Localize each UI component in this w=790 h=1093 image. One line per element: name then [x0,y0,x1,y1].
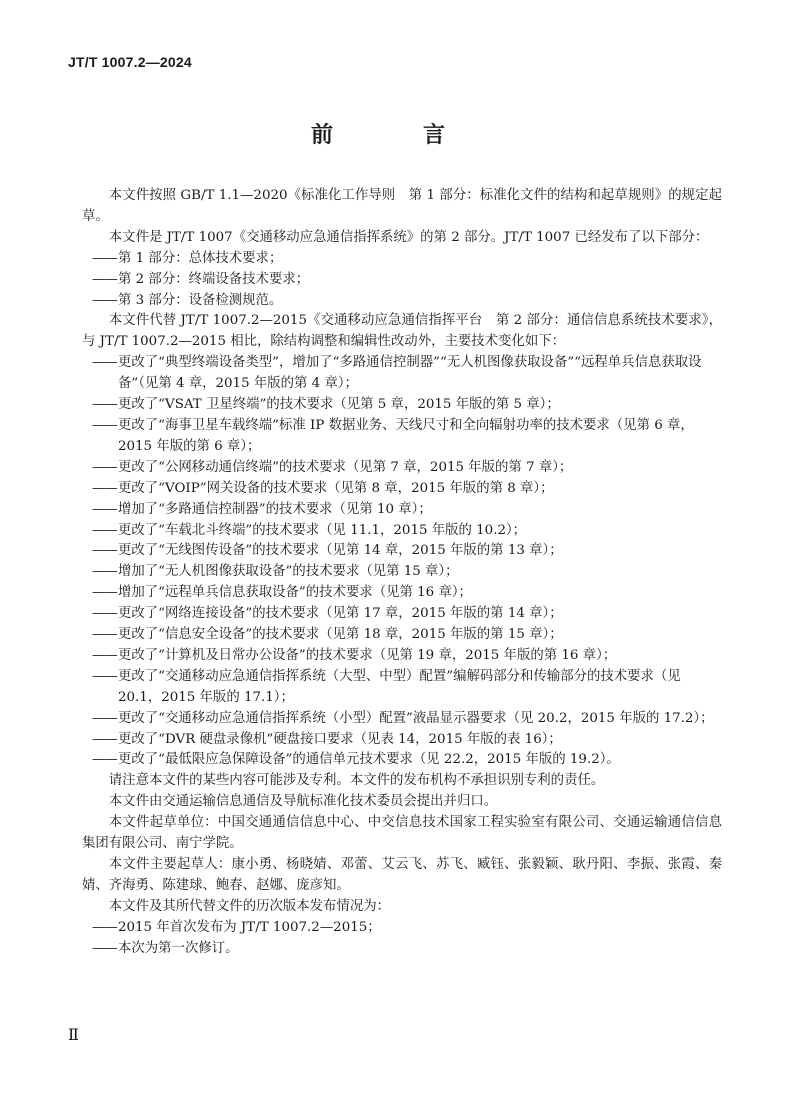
paragraph-history-intro: 本文件及其所代替文件的历次版本发布情况为： [108,898,390,914]
paragraph-series-intro: 本文件是 JT/T 1007《交通移动应急通信指挥系统》的第 2 部分。JT/T 1007 已经发布了以下部分： [108,229,709,245]
dash-marker: —— [92,397,117,413]
standard-code: JT/T 1007.2—2024 [68,54,192,70]
list-item: ——更改了“公网移动通信终端”的技术要求（见第 7 章，2015 年版的第 7 章）； [92,458,722,479]
paragraph-proposer: 本文件由交通运输信息通信及导航标准化技术委员会提出并归口。 [108,794,498,810]
list-item: ——更改了“无线图传设备”的技术要求（见第 14 章，2015 年版的第 13 章）； [92,541,722,562]
list-item: ——更改了“车载北斗终端”的技术要求（见 11.1，2015 年版的 10.2）； [92,521,722,542]
foreword-body [82,186,722,960]
dash-marker: —— [92,292,117,308]
list-item: ——本次为第一次修订。 [92,939,722,960]
list-item: ——增加了“远程单兵信息获取设备”的技术要求（见第 16 章）； [92,583,722,604]
dash-marker: —— [92,417,117,433]
dash-marker: —— [92,668,117,684]
dash-marker: —— [92,752,117,768]
dash-marker: —— [92,543,117,559]
paragraph-patent-notice: 请注意本文件的某些内容可能涉及专利。本文件的发布机构不承担识别专利的责任。 [108,773,605,789]
parts-list [82,249,722,312]
dash-marker: —— [92,606,117,622]
list-item: ——第 1 部分：总体技术要求； [92,249,722,270]
dash-marker: —— [92,731,117,747]
dash-marker: —— [92,459,117,475]
list-item: ——增加了“无人机图像获取设备”的技术要求（见第 15 章）； [92,562,722,583]
list-item: ——更改了“交通移动应急通信指挥系统（小型）配置”液晶显示器要求（见 20.2，2015 年版的 17.2）； [92,709,722,730]
list-item: ——更改了“最低限应急保障设备”的通信单元技术要求（见 22.2，2015 年版的 19.2）。 [92,750,722,771]
paragraph-drafting-units: 本文件起草单位：中国交通通信信息中心、中交信息技术国家工程实验室有限公司、交通运输通信信息集团有限公司、南宁学院。 [82,815,722,852]
dash-marker: —— [92,480,117,496]
page-number: Ⅱ [68,1025,79,1044]
list-item: ——第 3 部分：设备检测规范。 [92,291,722,312]
dash-marker: —— [92,919,117,935]
dash-marker: —— [92,564,117,580]
dash-marker: —— [92,522,117,538]
list-item: ——2015 年首次发布为 JT/T 1007.2—2015； [92,918,722,939]
dash-marker: —— [92,585,117,601]
list-item: ——更改了“交通移动应急通信指挥系统（大型、中型）配置”编解码部分和传输部分的技术要求（见 20.1，2015 年版的 17.1）； [92,668,681,705]
list-item: ——更改了“典型终端设备类型”，增加了“多路通信控制器”“无人机图像获取设备”“远程单兵信息获取设备”（见第 4 章，2015 年版的第 4 章）； [92,355,702,392]
paragraph-drafting-rules: 本文件按照 GB/T 1.1—2020《标准化工作导则 第 1 部分：标准化文件的结构和起草规则》的规定起草。 [82,188,722,224]
dash-marker: —— [92,271,117,287]
paragraph-replacement: 本文件代替 JT/T 1007.2—2015《交通移动应急通信指挥平台 第 2 部分：通信信息系统技术要求》，与 JT/T 1007.2—2015 相比，除结构调整和编辑性改动外，主要技术变化如下： [82,313,722,350]
list-item: ——更改了“海事卫星车载终端”标准 IP 数据业务、天线尺寸和全向辐射功率的技术要求（见第 6 章，2015 年版的第 6 章）； [92,417,694,454]
list-item: ——增加了“多路通信控制器”的技术要求（见第 10 章）； [92,500,722,521]
history-list [82,918,722,960]
paragraph-drafters: 本文件主要起草人：康小勇、杨晓婧、邓蕾、艾云飞、苏飞、臧钰、张毅颖、耿丹阳、李振、张霞、秦婧、齐海勇、陈建球、鲍春、赵娜、庞彦知。 [82,857,722,893]
changes-list [82,353,722,771]
list-item: ——更改了“VOIP”网关设备的技术要求（见第 8 章，2015 年版的第 8 章）； [92,479,722,500]
list-item: ——更改了“VSAT 卫星终端”的技术要求（见第 5 章，2015 年版的第 5 章）； [92,395,722,416]
page-title: 前 言 [310,123,479,148]
dash-marker: —— [92,501,117,517]
dash-marker: —— [92,647,117,663]
list-item: ——更改了“计算机及日常办公设备”的技术要求（见第 19 章，2015 年版的第 16 章）； [92,646,722,667]
dash-marker: —— [92,250,117,266]
list-item: ——更改了“网络连接设备”的技术要求（见第 17 章，2015 年版的第 14 章）； [92,604,722,625]
list-item: ——第 2 部分：终端设备技术要求； [92,270,722,291]
dash-marker: —— [92,940,117,956]
dash-marker: —— [92,710,117,726]
dash-marker: —— [92,355,117,371]
list-item: ——更改了“信息安全设备”的技术要求（见第 18 章，2015 年版的第 15 章）； [92,625,722,646]
dash-marker: —— [92,627,117,643]
list-item: ——更改了“DVR 硬盘录像机”硬盘接口要求（见表 14，2015 年版的表 16）； [92,730,722,751]
